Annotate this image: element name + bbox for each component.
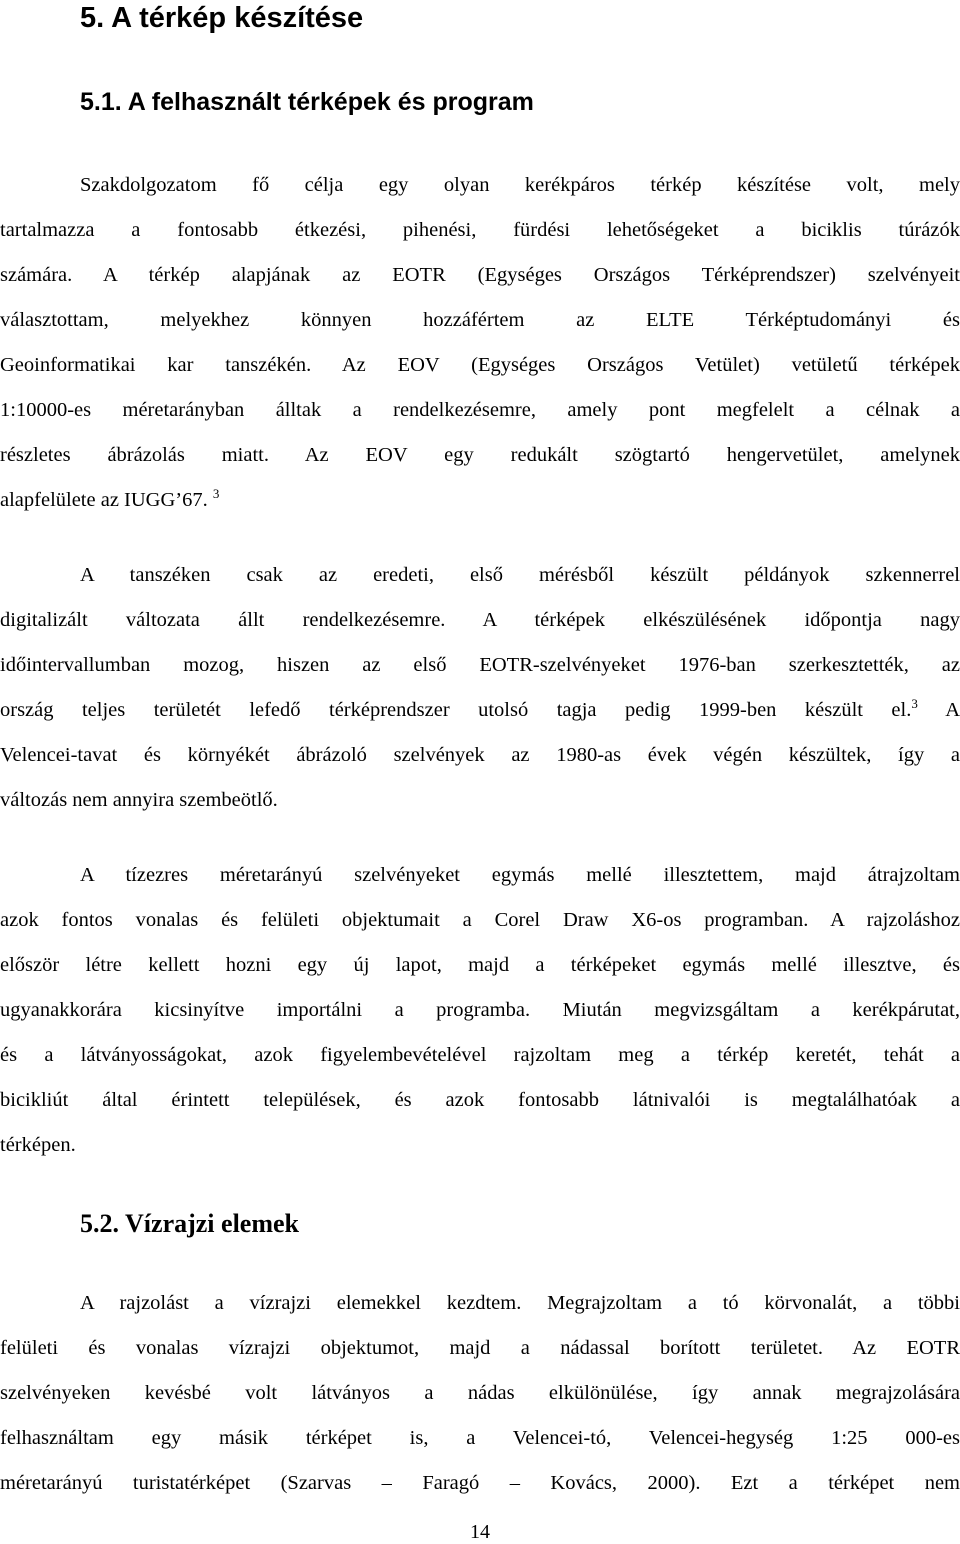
paragraph-line: választottam, melyekhez könnyen hozzáfértem az ELTE Térképtudományi és <box>0 309 960 331</box>
section-heading-5-2: 5.2. Vízrajzi elemek <box>80 1209 299 1238</box>
paragraph-line: Velencei-tavat és környékét ábrázoló szelvények az 1980-as évek végén készültek, így a <box>0 744 960 766</box>
paragraph-line: azok fontos vonalas és felületi objektumait a Corel Draw X6-os programban. A rajzoláshoz <box>0 909 960 931</box>
paragraph-2 <box>0 553 960 823</box>
paragraph-3 <box>0 853 960 1168</box>
paragraph-line: térképen. <box>0 1134 76 1156</box>
paragraph-1 <box>0 163 960 523</box>
paragraph-line: változás nem annyira szembeötlő. <box>0 789 278 811</box>
paragraph-line: digitalizált változata állt rendelkezésemre. A térképek elkészülésének időpontja nagy <box>0 609 960 631</box>
paragraph-line: A tízezres méretarányú szelvényeket egymás mellé illesztettem, majd átrajzoltam <box>80 864 960 886</box>
paragraph-line-text: ország teljes területét lefedő térképrendszer utolsó tagja pedig 1999-ben készült el. <box>0 699 912 721</box>
paragraph-line: A rajzolást a vízrajzi elemekkel kezdtem. Megrajzoltam a tó körvonalát, a többi <box>80 1292 960 1314</box>
paragraph-line: és a látványosságokat, azok figyelembevételével rajzoltam meg a térkép keretét, tehát a <box>0 1044 960 1066</box>
paragraph-line-text: A <box>917 699 960 721</box>
paragraph-line <box>0 688 960 733</box>
paragraph-line <box>0 478 960 523</box>
paragraph-line: először létre kellett hozni egy új lapot, majd a térképeket egymás mellé illesztve, és <box>0 954 960 976</box>
paragraph-line-text: alapfelülete az IUGG’67. <box>0 489 213 511</box>
paragraph-line: 1:10000-es méretarányban álltak a rendelkezésemre, amely pont megfelelt a célnak a <box>0 399 960 421</box>
paragraph-line: felhasználtam egy másik térképet is, a Velencei-tó, Velencei-hegység 1:25 000-es <box>0 1427 960 1449</box>
paragraph-line: bicikliút által érintett települések, és azok fontosabb látnivalói is megtalálhatóak a <box>0 1089 960 1111</box>
paragraph-line: ugyanakkorára kicsinyítve importálni a programba. Miután megvizsgáltam a kerékpárutat, <box>0 999 960 1021</box>
paragraph-4 <box>0 1281 960 1506</box>
page-number: 14 <box>470 1521 490 1543</box>
paragraph-line: részletes ábrázolás miatt. Az EOV egy redukált szögtartó hengervetület, amelynek <box>0 444 960 466</box>
paragraph-line: Geoinformatikai kar tanszékén. Az EOV (Egységes Országos Vetület) vetületű térképek <box>0 354 960 376</box>
paragraph-line: tartalmazza a fontosabb étkezési, pihenési, fürdési lehetőségeket a biciklis túrázók <box>0 219 960 241</box>
paragraph-line: számára. A térkép alapjának az EOTR (Egységes Országos Térképrendszer) szelvényeit <box>0 264 960 286</box>
paragraph-line: szelvényeken kevésbé volt látványos a nádas elkülönülése, így annak megrajzolására <box>0 1382 960 1404</box>
paragraph-line: Szakdolgozatom fő célja egy olyan kerékpáros térkép készítése volt, mely <box>80 174 960 196</box>
paragraph-line: méretarányú turistatérképet (Szarvas – Faragó – Kovács, 2000). Ezt a térképet nem <box>0 1472 960 1494</box>
section-heading-5-1: 5.1. A felhasznált térképek és program <box>80 88 534 116</box>
chapter-heading: 5. A térkép készítése <box>80 2 364 34</box>
paragraph-line: A tanszéken csak az eredeti, első mérésből készült példányok szkennerrel <box>80 564 960 586</box>
paragraph-line: felületi és vonalas vízrajzi objektumot, majd a nádassal borított területet. Az EOTR <box>0 1337 960 1359</box>
footnote-reference: 3 <box>212 486 220 501</box>
paragraph-line: időintervallumban mozog, hiszen az első EOTR-szelvényeket 1976-ban szerkesztették, az <box>0 654 960 676</box>
footnote-reference: 3 <box>911 696 918 711</box>
